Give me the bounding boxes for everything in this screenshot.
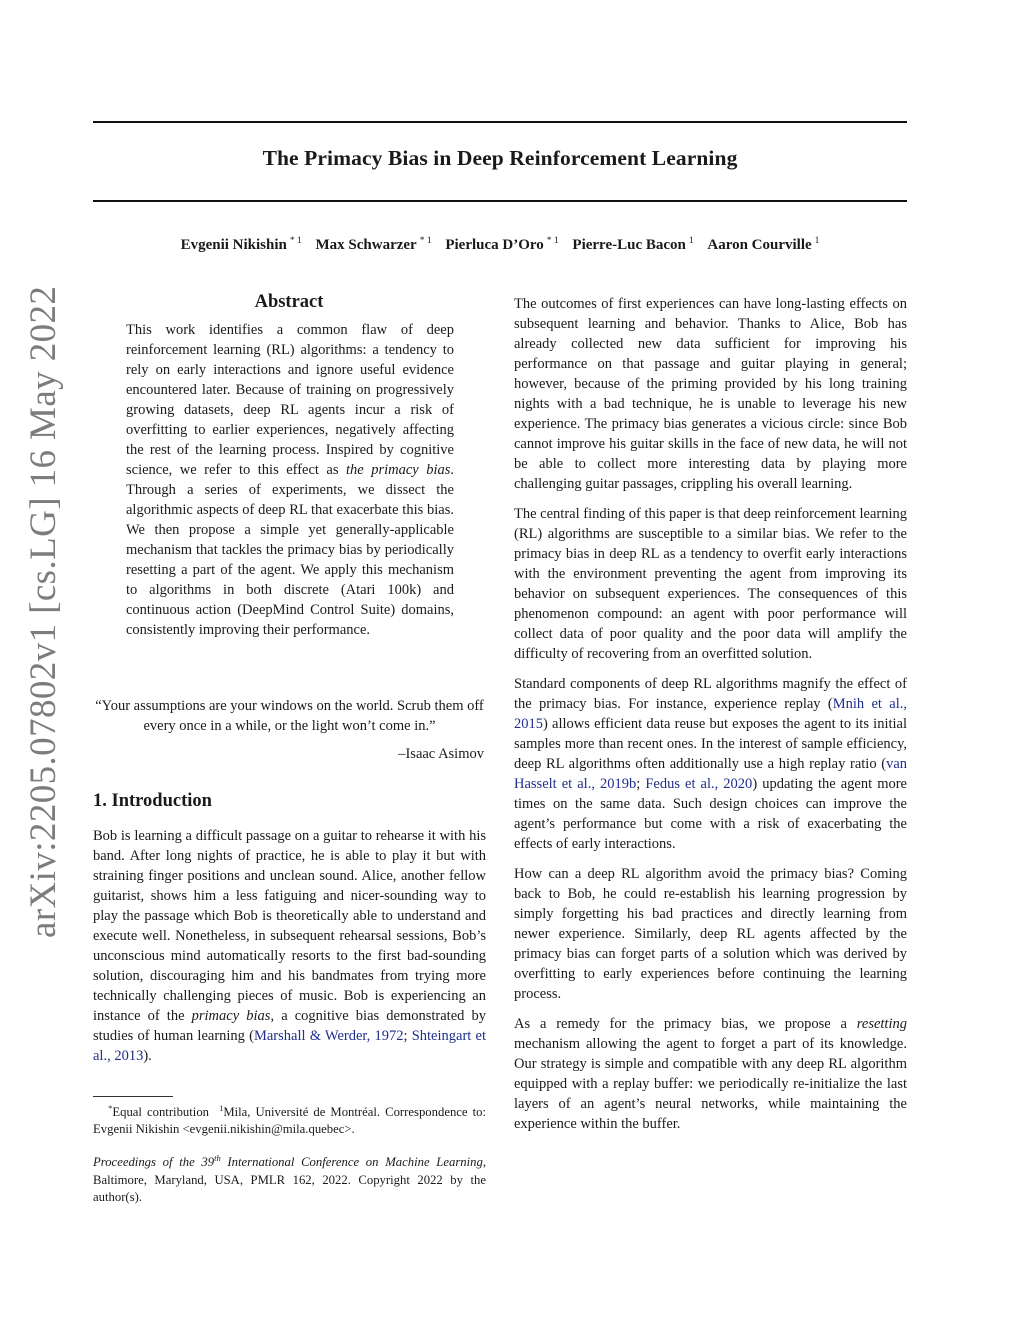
citation-link[interactable]: van Hasselt et al., 2019b	[514, 756, 907, 792]
left-column	[93, 826, 486, 1076]
epigraph-attribution: –Isaac Asimov	[398, 746, 484, 762]
author: Pierre-Luc Bacon $^1$	[572, 236, 694, 253]
right-column	[514, 294, 907, 1144]
footnote-rule	[93, 1096, 173, 1097]
author: Pierluca D’Oro $^{* 1}$	[445, 236, 559, 253]
author: Evgenii Nikishin $^{* 1}$	[180, 236, 302, 253]
paragraph: As a remedy for the primacy bias, we propose a resetting mechanism allowing the agent to forget a part of its knowledge. Our strategy is simple and compatible with any deep RL algorithm equipped with a replay buffer: we periodically re-initialize the last layers of an agent’s neural networks, while maintaining the experience within the buffer.	[514, 1016, 907, 1132]
citation-link[interactable]: Fedus et al., 2020	[645, 776, 753, 792]
epigraph-quote: “Your assumptions are your windows on the world. Scrub them off every once in a while, or the light won’t come in.”	[95, 698, 484, 734]
abstract-heading: Abstract	[254, 292, 324, 312]
arxiv-watermark: arXiv:2205.07802v1 [cs.LG] 16 May 2022	[23, 285, 64, 938]
paragraph: The central finding of this paper is that deep reinforcement learning (RL) algorithms are susceptible to a similar bias. We refer to the primacy bias in deep RL as a tendency to overfit early interactions with the environment preventing the agent from improving its behavior on subsequent experiences. The consequences of this phenomenon compound: an agent with poor performance will collect data of poor quality and the poor data will amplify the difficulty of recovering from an overfitted solution.	[514, 506, 907, 662]
citation-link[interactable]: Marshall & Werder, 1972	[253, 1028, 404, 1044]
paragraph: How can a deep RL algorithm avoid the primacy bias? Coming back to Bob, he could re-establish his learning progression by simply forgetting his bad practices and directly learning from newer experience. Similarly, deep RL agents affected by the primacy bias can forget parts of a solution which was derived by overfitting to early experiences before continuing the learning process.	[514, 866, 907, 1002]
footnote: *Equal contribution $^1$Mila, Université de Montréal. Correspondence to: Evgenii Nikishin <evgenii.nikishin@mila.quebec>.	[93, 1103, 486, 1136]
author: Aaron Courville $^1$	[707, 236, 820, 253]
paragraph: Standard components of deep RL algorithms magnify the effect of the primacy bias. For instance, experience replay (Mnih et al., 2015) allows efficient data reuse but exposes the agent to its initial samples more than recent ones. In the interest of sample efficiency, deep RL algorithms often additionally use a high replay ratio (van Hasselt et al., 2019b; Fedus et al., 2020) updating the agent more times on the same data. Such design choices can improve the agent’s performance but come with a risk of exacerbating the effects of early interactions.	[514, 676, 907, 852]
paper-title: The Primacy Bias in Deep Reinforcement Learning	[262, 146, 738, 170]
paragraph: Bob is learning a difficult passage on a guitar to rehearse it with his band. After long nights of practice, he is able to play it but with straining finger positions and unclean sound. Alice, another fellow guitarist, shows him a less fatiguing and nicer-sounding way to play the passage which Bob is theoretically able to understand and execute well. Nonetheless, in subsequent rehearsal sessions, Bob’s unconscious mind automatically resorts to the first bad-sounding solution, discouraging him and his bandmates from trying more technically challenging pieces of music. Bob is experiencing an instance of the primacy bias, a cognitive bias demonstrated by studies of human learning (Marshall & Werder, 1972; Shteingart et al., 2013).	[93, 828, 486, 1064]
citation-link[interactable]: Shteingart et al., 2013	[93, 1028, 486, 1064]
abstract-text: This work identifies a common flaw of deep reinforcement learning (RL) algorithms: a tendency to rely on early interactions and ignore useful evidence encountered later. Because of training on progressively growing datasets, deep RL agents incur a risk of overfitting to earlier experiences, negatively affecting the rest of the learning process. Inspired by cognitive science, we refer to this effect as the primacy bias. Through a series of experiments, we dissect the algorithmic aspects of deep RL that exacerbate this bias. We then propose a simple yet generally-applicable mechanism that tackles the primacy bias by periodically resetting a part of the agent. We apply this mechanism to algorithms in both discrete (Atari 100k) and continuous action (DeepMind Control Suite) domains, consistently improving their performance.	[126, 322, 454, 638]
proceedings-note: Proceedings of the 39th International Conference on Machine Learning, Baltimore, Maryland, USA, PMLR 162, 2022. Copyright 2022 by the author(s).	[93, 1153, 486, 1204]
citation-link[interactable]: Mnih et al., 2015	[514, 696, 907, 732]
section-heading-introduction: 1. Introduction	[93, 791, 212, 811]
paragraph: The outcomes of first experiences can have long-lasting effects on subsequent learning and behavior. Thanks to Alice, Bob has already collected new data sufficient for improving his performance on that passage and guitar playing in general; however, because of the priming provided by his long training nights with a bad technique, he is unable to leverage his new experience. The primacy bias generates a vicious circle: since Bob cannot improve his guitar skills in the face of new data, he will not be able to collect more interesting data by playing more challenging guitar passages, crippling his overall learning.	[514, 296, 907, 492]
author-list	[93, 236, 907, 254]
title-top-rule	[93, 121, 907, 123]
title-bottom-rule	[93, 200, 907, 202]
author: Max Schwarzer $^{* 1}$	[315, 236, 432, 253]
